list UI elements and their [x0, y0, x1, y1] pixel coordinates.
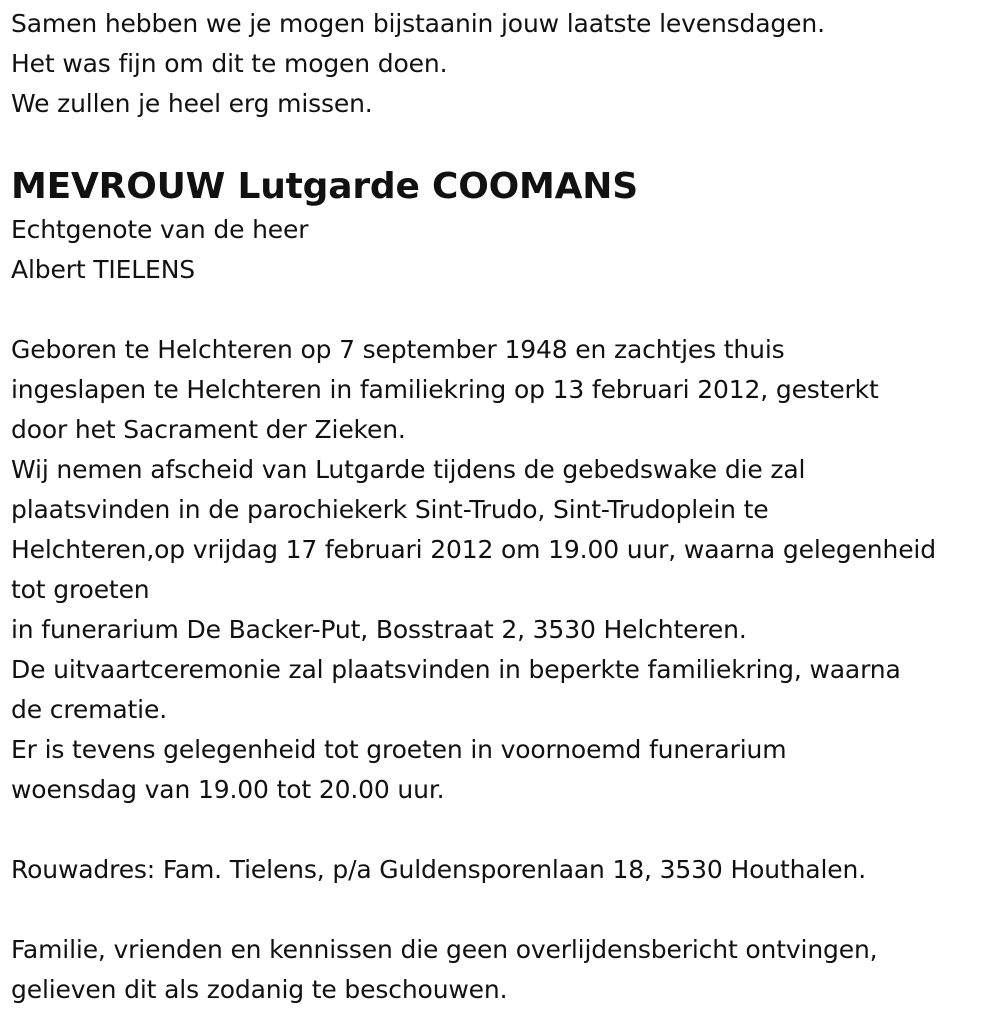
closing-note [11, 930, 1000, 1010]
intro-line: Het was fijn om dit te mogen doen. [11, 49, 448, 78]
details-line: de crematie. [11, 695, 168, 724]
spouse-line: Echtgenote van de heer [11, 215, 309, 244]
deceased-name: MEVROUW Lutgarde COOMANS [11, 166, 638, 207]
intro-line: Samen hebben we je mogen bijstaanin jouw laatste levensdagen. [11, 9, 825, 38]
spacer [11, 810, 1000, 850]
address-line: Rouwadres: Fam. Tielens, p/a Guldensporenlaan 18, 3530 Houthalen. [11, 855, 866, 884]
intro-message [11, 4, 1000, 124]
details-line: Wij nemen afscheid van Lutgarde tijdens de gebedswake die zal [11, 455, 806, 484]
mourning-address [11, 850, 1000, 890]
intro-line: We zullen je heel erg missen. [11, 89, 373, 118]
closing-line: gelieven dit als zodanig te beschouwen. [11, 975, 508, 1004]
details-line: Geboren te Helchteren op 7 september 1948 en zachtjes thuis [11, 335, 785, 364]
details-line: woensdag van 19.00 tot 20.00 uur. [11, 775, 445, 804]
spacer [11, 290, 1000, 330]
details-line: Er is tevens gelegenheid tot groeten in voornoemd funerarium [11, 735, 787, 764]
spouse-info [11, 210, 1000, 290]
spacer [11, 890, 1000, 930]
spouse-line: Albert TIELENS [11, 255, 195, 284]
details-line: tot groeten [11, 575, 150, 604]
funeral-details [11, 330, 1000, 810]
details-line: plaatsvinden in de parochiekerk Sint-Trudo, Sint-Trudoplein te [11, 495, 769, 524]
details-line: De uitvaartceremonie zal plaatsvinden in beperkte familiekring, waarna [11, 655, 901, 684]
details-line: in funerarium De Backer-Put, Bosstraat 2, 3530 Helchteren. [11, 615, 747, 644]
details-line: door het Sacrament der Zieken. [11, 415, 406, 444]
details-line: Helchteren,op vrijdag 17 februari 2012 om 19.00 uur, waarna gelegenheid [11, 535, 936, 564]
details-line: ingeslapen te Helchteren in familiekring op 13 februari 2012, gesterkt [11, 375, 879, 404]
closing-line: Familie, vrienden en kennissen die geen overlijdensbericht ontvingen, [11, 935, 878, 964]
